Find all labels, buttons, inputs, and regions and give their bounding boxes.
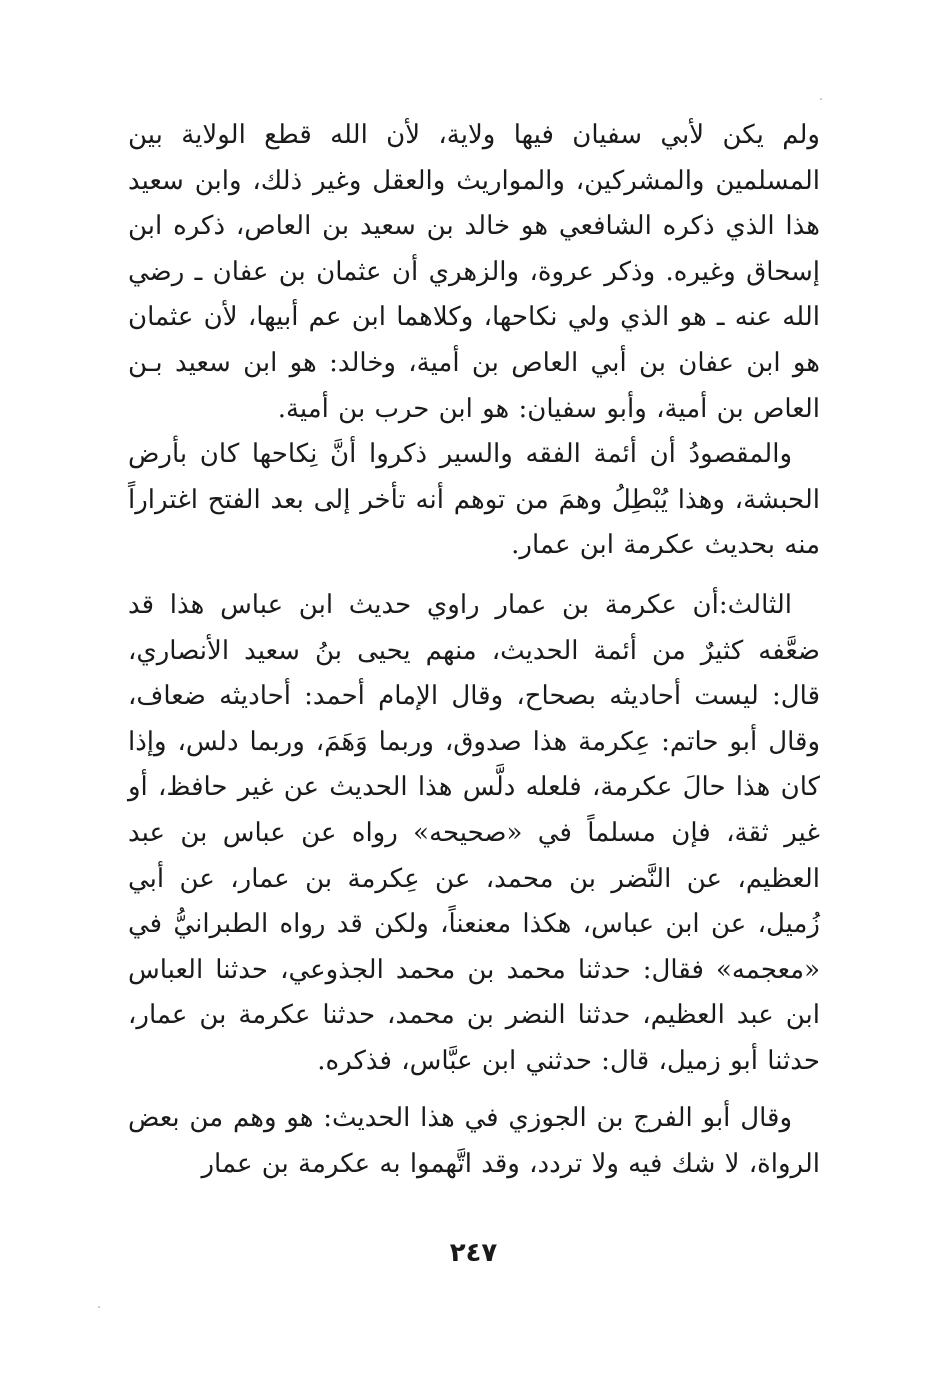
paragraph-4: وقال أبو الفرج بن الجوزي في هذا الحديث: هو وهم من بعض الرواة، لا شك فيه ولا تردد، وقد اتَّهموا به عكرمة بن عمار xyxy=(128,1103,820,1180)
paragraph-3: الثالث:أن عكرمة بن عمار راوي حديث ابن عباس هذا قد ضعَّفه كثيرٌ من أئمة الحديث، منهم يحيى بنُ سعيد الأنصاري، قال: ليست أحاديثه بصحاح، وقال الإمام أحمد: أحاديثه ضعاف، وقال أبو حاتم: عِكرمة هذا صدوق، وربما وَهَمَ، وربما دلس، وإذا كان هذا حالَ عكرمة، فلعله دلَّس هذا الحديث عن غير حافظ، أو غير ثقة، فإن مسلماً في «صحيحه» رواه عن عباس بن عبد العظيم، عن النَّضر بن محمد، عن عِكرمة بن عمار، عن أبي زُميل، عن ابن عباس، هكذا معنعناً، ولكن قد رواه الطبرانيُّ في «معجمه» فقال: حدثنا محمد بن محمد الجذوعي، حدثنا العباس ابن عبد العظيم، حدثنا النضر بن محمد، حدثنا عكرمة بن عمار، حدثنا أبو زميل، قال: حدثني ابن عبَّاس، فذكره. xyxy=(128,589,820,1076)
scan-speck xyxy=(820,98,822,100)
paragraph-1: ولم يكن لأبي سفيان فيها ولاية، لأن الله قطع الولاية بين المسلمين والمشركين، والمواريث والعقل وغير ذلك، وابن سعيد هذا الذي ذكره الشافعي هو خالد بن سعيد بن العاص، ذكره ابن إسحاق وغيره. وذكر عروة، والزهري أن عثمان بن عفان ـ رضي الله عنه ـ هو الذي ولي نكاحها، وكلاهما ابن عم أبيها، لأن عثمان هو ابن عفان بن أبي العاص بن أمية، وخالد: هو ابن سعيد بـن العاص بن أمية، وأبو سفيان: هو ابن حرب بن أمية. xyxy=(128,120,820,424)
scan-speck xyxy=(98,1306,100,1308)
paragraph-2: والمقصودُ أن أئمة الفقه والسير ذكروا أنَّ نِكاحها كان بأرض الحبشة، وهذا يُبْطِلُ وهمَ من توهم أنه تأخر إلى بعد الفتح اغتراراً منه بحديث عكرمة ابن عمار. xyxy=(128,439,820,561)
page-body xyxy=(128,113,820,1188)
page-number: ٢٤٧ xyxy=(449,1238,498,1268)
